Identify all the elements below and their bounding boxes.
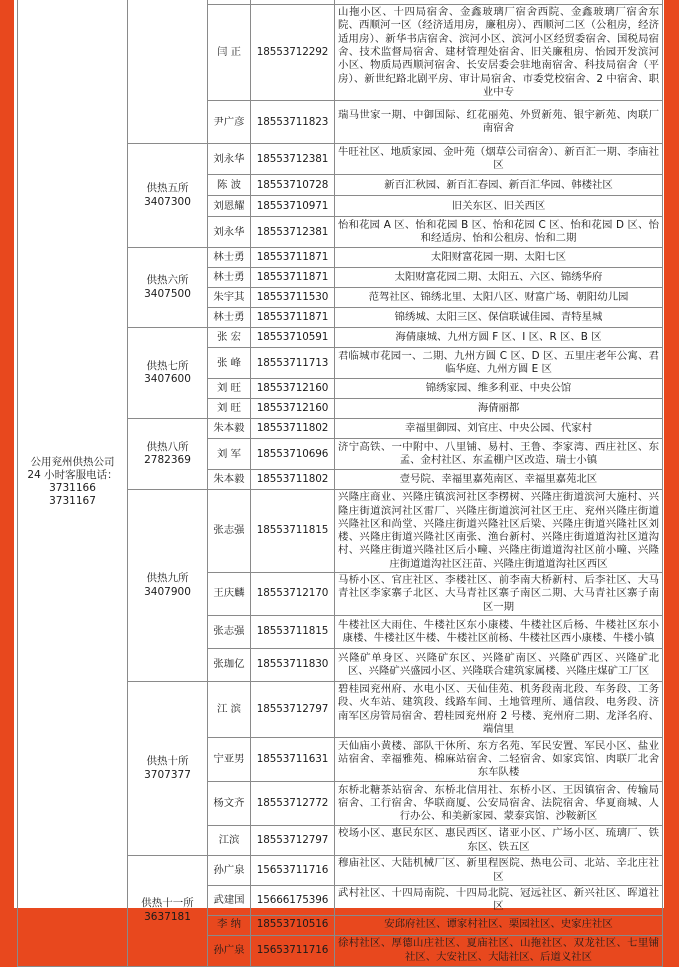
office-phone: 3707377 [144,768,191,781]
office-name: 供热六所 [146,274,189,287]
service-areas: 兴隆矿单身区、兴隆矿东区、兴隆矿南区、兴隆矿西区、兴隆矿北区、兴隆矿兴盛园小区、兴隆联合建筑家属楼、兴隆庄煤矿工厂区 [335,649,663,682]
office-cell [128,419,208,490]
office-name: 供热七所 [146,359,189,372]
service-areas: 太阳财富花园二期、太阳五、六区、锦绣华府 [335,268,663,288]
staff-name: 尹广彦 [208,101,251,144]
hotline-label: 24 小时客服电话： [27,469,118,482]
table-body [18,0,663,966]
office-name: 供热八所 [146,440,189,453]
service-areas: 穆庙社区、大陆机械厂区、新里程医院、热电公司、北站、辛北庄社区 [335,856,663,886]
staff-name: 张 宏 [208,328,251,348]
service-areas: 太阳财富花园一期、太阳七区 [335,248,663,268]
company-cell [18,0,128,966]
service-areas: 范驾社区、锦绣北里、太阳八区、财富广场、朝阳幼儿园 [335,288,663,308]
office-name: 供热九所 [146,571,189,584]
service-areas: 济宁高铁、一中附中、八里铺、易村、王鲁、李家湾、西庄社区、东孟、金村社区、东孟棚户区改造、瑞士小镇 [335,439,663,470]
staff-name: 孙广泉 [208,935,251,966]
staff-phone: 18553711530 [251,288,335,308]
staff-name: 刘恩耀 [208,196,251,217]
staff-name: 武建国 [208,885,251,915]
staff-name: 刘 旺 [208,379,251,399]
service-areas: 马桥小区、官庄社区、李楼社区、前李南大桥新村、后李社区、大马青社区李家寨子北区、大马青社区寨子南区二期、大马青社区寨子南区一期 [335,573,663,616]
staff-phone: 15666175396 [251,885,335,915]
staff-name: 刘 旺 [208,399,251,419]
office-name: 供热五所 [146,182,189,195]
service-areas: 牛旺社区、地质家园、金叶苑（烟草公司宿舍）、新百汇一期、李庙社区 [335,144,663,175]
staff-phone: 18553711815 [251,616,335,649]
service-areas: 怡和花园 A 区、怡和花园 B 区、怡和花园 C 区、怡和花园 D 区、怡和经适房、怡和公租房、怡和二期 [335,217,663,248]
staff-name: 刘永华 [208,217,251,248]
company-name: 公用兖州供热公司 [30,456,115,468]
staff-name: 张志强 [208,616,251,649]
service-areas: 安邱府社区、谭家村社区、栗园社区、史家庄社区 [335,915,663,935]
service-areas: 兴隆庄商业、兴隆庄镇滨河社区李楞树、兴隆庄街道滨河大施村、兴隆庄街道滨河社区雷厂、兴隆庄街道滨河社区王庄、兖州兴隆庄街道兴隆社区和尚堂、兴隆庄街道兴隆社区后梁、兴隆庄街道兴隆社区刘楼、兴隆庄街道兴隆社区南张、渔台新村、兴隆庄街道道沟社区道沟村、兴隆庄街道兴隆社区后小疃、兴隆庄街道道沟社区前小疃、兴隆庄街道道沟社区汪苗、兴隆庄街道道沟社区西区 [335,490,663,573]
staff-phone: 18553710971 [251,196,335,217]
staff-phone: 18553711631 [251,738,335,782]
office-name: 供热十一所 [141,897,194,910]
staff-phone: 18553711871 [251,308,335,328]
service-areas: 徐村社区、厚德山庄社区、夏庙社区、山拖社区、双龙社区、七里铺社区、大安社区、大陆社区、后道义社区 [335,935,663,966]
staff-phone: 18553712160 [251,399,335,419]
staff-phone: 18553712381 [251,217,335,248]
staff-phone: 18553711823 [251,101,335,144]
staff-phone: 18553712160 [251,379,335,399]
staff-name: 林士勇 [208,308,251,328]
staff-phone: 18553712797 [251,826,335,856]
service-areas: 海倩康城、九州方圆 F 区、I 区、R 区、B 区 [335,328,663,348]
hotline-number: 3731167 [49,495,96,508]
staff-phone: 18553712797 [251,682,335,738]
office-cell [128,328,208,419]
staff-phone: 18553710728 [251,175,335,196]
service-areas: 新百汇秋园、新百汇春园、新百汇华园、韩楼社区 [335,175,663,196]
staff-phone: 15653711716 [251,856,335,886]
staff-name: 朱本毅 [208,419,251,439]
heating-service-table [17,0,663,967]
staff-name: 张志强 [208,490,251,573]
office-cell [128,144,208,248]
office-cell [128,682,208,856]
staff-phone: 18553711871 [251,248,335,268]
staff-name: 李 纳 [208,915,251,935]
service-areas: 海倩丽都 [335,399,663,419]
service-areas: 碧桂园兖州府、水电小区、天仙佳苑、机务段南北段、车务段、工务段、火车站、建筑段、线路车间、土地管理所、通信段、电务段、济南军区房管局宿舍、碧桂园兖州府 2 号楼、兖州府二期、龙泽名府、端信里 [335,682,663,738]
staff-name: 林士勇 [208,268,251,288]
staff-phone: 18553712292 [251,5,335,101]
staff-name: 刘永华 [208,144,251,175]
staff-name: 江滨 [208,826,251,856]
staff-name: 刘 军 [208,439,251,470]
staff-phone: 18553712772 [251,782,335,826]
staff-name: 江 滨 [208,682,251,738]
office-phone: 3637181 [144,910,191,923]
staff-name: 张 峰 [208,348,251,379]
service-areas: 天仙庙小黄楼、部队干休所、东方名苑、军民安置、军民小区、盐业站宿舍、幸福雅苑、棉麻站宿舍、二轻宿舍、如家宾馆、肉联厂北舍东车队楼 [335,738,663,782]
staff-phone: 15653711716 [251,935,335,966]
staff-name: 朱宇其 [208,288,251,308]
staff-name: 林士勇 [208,248,251,268]
staff-name: 张珈亿 [208,649,251,682]
office-cell [128,0,208,144]
service-areas: 校场小区、惠民东区、惠民西区、诸亚小区、广场小区、琉璃厂、铁东区、铁五区 [335,826,663,856]
staff-phone: 18553710696 [251,439,335,470]
staff-name: 朱本毅 [208,470,251,490]
service-areas: 幸福里御园、刘官庄、中央公园、代家村 [335,419,663,439]
office-phone: 2782369 [144,454,191,467]
staff-phone: 18553711815 [251,490,335,573]
staff-name: 陈 波 [208,175,251,196]
service-areas: 东桥北糖茶站宿舍、东桥北信用社、东桥小区、王因镇宿舍、传输局宿舍、工行宿舍、华联商厦、公安局宿舍、法院宿舍、华夏商城、人行办公、和美新家园、蒙泰宾馆、沙鞍新区 [335,782,663,826]
staff-phone: 18553710516 [251,915,335,935]
staff-name: 杨文齐 [208,782,251,826]
hotline-number: 3731166 [49,482,96,495]
service-areas: 牛楼社区大雨住、牛楼社区东小康楼、牛楼社区后杨、牛楼社区东小康楼、牛楼社区牛楼、牛楼社区前杨、牛楼社区西小康楼、牛楼小镇 [335,616,663,649]
office-phone: 3407600 [144,373,191,386]
staff-phone: 18553711830 [251,649,335,682]
staff-phone: 18553711871 [251,268,335,288]
service-areas: 山拖小区、十四局宿舍、金鑫玻璃厂宿舍西院、金鑫玻璃厂宿舍东院、西顺河一区（经济适用房，廉租房）、西顺河二区（公租房，经济适用房）、新华书店宿舍、滨河小区、滨河小区经贸委宿舍、国税局宿舍、技术监督局宿舍、建材管理处宿舍、旧关廉租房、怡园开发滨河小区、物质局西顺河宿舍、长安居委会驻地南宿舍、科技局宿舍（平房）、新世纪路北剧平房、审计局宿舍、市委党校宿舍、2 中宿舍、职业中专 [335,5,663,101]
office-name: 供热十所 [146,754,189,767]
office-phone: 3407900 [144,585,191,598]
office-phone: 3407500 [144,287,191,300]
staff-name: 宁亚男 [208,738,251,782]
service-areas: 锦绣城、太阳三区、保信联诚佳园、青特星城 [335,308,663,328]
staff-phone: 18553712381 [251,144,335,175]
service-areas: 锦绣家园、维多利亚、中央公馆 [335,379,663,399]
service-areas: 壹号院、幸福里嘉苑南区、幸福里嘉苑北区 [335,470,663,490]
service-areas: 君临城市花园一、二期、九州方圆 C 区、D 区、五里庄老年公寓、君临华庭、九州方圆 E 区 [335,348,663,379]
office-cell [128,490,208,682]
staff-phone: 18553711802 [251,470,335,490]
staff-name: 王庆麟 [208,573,251,616]
service-areas: 武村社区、十四局南院、十四局北院、冠远社区、新兴社区、晖道社区 [335,885,663,915]
staff-phone: 18553712170 [251,573,335,616]
office-phone: 3407300 [144,195,191,208]
staff-phone: 18553711713 [251,348,335,379]
service-areas: 旧关东区、旧关西区 [335,196,663,217]
service-areas: 瑞马世家一期、中御国际、红花丽苑、外贸新苑、银宇新苑、肉联厂南宿舍 [335,101,663,144]
staff-phone: 18553711802 [251,419,335,439]
staff-name: 闫 正 [208,5,251,101]
office-cell [128,248,208,328]
staff-phone: 18553710591 [251,328,335,348]
staff-name: 孙广泉 [208,856,251,886]
office-cell [128,856,208,966]
